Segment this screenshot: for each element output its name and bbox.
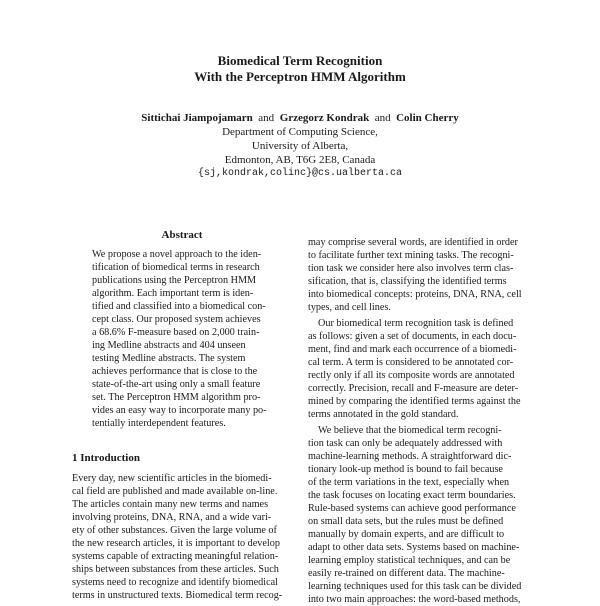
affiliation-city: Edmonton, AB, T6G 2E8, Canada: [224, 154, 376, 166]
intro-line: terms in unstructured texts. Biomedical term recog-: [72, 590, 283, 601]
body-line: into biomedical concepts: proteins, DNA, RNA, cell: [308, 289, 522, 300]
body-line: cal term. A term is considered to be annotated cor-: [308, 357, 514, 368]
body-line: adapt to other data sets. Systems based on machine-: [308, 542, 520, 553]
author-separator-2: and: [374, 112, 391, 124]
abstract-line: achieves performance that is close to the: [92, 366, 258, 377]
body-line: Our biomedical term recognition task is defined: [318, 318, 514, 329]
body-line: on small data sets, but the rules must be defined: [308, 516, 504, 527]
body-line: Rule-based systems can achieve good performance: [308, 503, 516, 514]
body-line: rectly only if all its composite words are annotated: [308, 370, 515, 381]
abstract-line: publications using the Perceptron HMM: [92, 275, 257, 286]
body-line: tion task we consider here also involves term clas-: [308, 263, 514, 274]
body-line: types, and cell lines.: [308, 302, 391, 313]
body-line: to facilitate further text mining tasks. The recogni-: [308, 250, 514, 261]
abstract-line: a 68.6% F-measure based on 2,000 train-: [92, 327, 260, 338]
abstract-line: state-of-the-art using only a small feature: [92, 379, 261, 390]
body-line: tionary look-up method is bound to fail because: [308, 464, 503, 475]
body-line: sification, that is, classifying the identified terms: [308, 276, 507, 287]
author-3: Colin Cherry: [396, 112, 459, 124]
abstract-line: tentially interdependent features.: [92, 418, 226, 429]
affiliation-university: University of Alberta,: [251, 140, 349, 152]
intro-line: Every day, new scientific articles in the biomedi-: [72, 473, 272, 484]
intro-line: ety of other substances. Given the large volume of: [72, 525, 277, 536]
abstract-heading: Abstract: [161, 229, 203, 241]
section-heading-introduction: 1 Introduction: [72, 452, 140, 464]
author-list: [0, 111, 600, 125]
abstract-line: algorithm. Each important term is iden-: [92, 288, 254, 299]
affiliation-email: {sj,kondrak,colinc}@cs.ualberta.ca: [197, 168, 403, 179]
affiliation-department: Department of Computing Science,: [222, 126, 378, 138]
body-line: into two main approaches: the word-based methods,: [308, 594, 521, 605]
abstract-line: cept class. Our proposed system achieves: [92, 314, 261, 325]
intro-line: the new research articles, it is important to develop: [72, 538, 280, 549]
body-line: ment, find and mark each occurrence of a biomedi-: [308, 344, 517, 355]
abstract-line: We propose a novel approach to the iden-: [92, 249, 262, 260]
body-line: tion task can only be adequately addressed with: [308, 438, 503, 449]
intro-line: systems capable of extracting meaningful relation-: [72, 551, 279, 562]
abstract-line: testing Medline abstracts. The system: [92, 353, 246, 364]
abstract-line: set. The Perceptron HMM algorithm pro-: [92, 392, 261, 403]
intro-line: The articles contain many new terms and names: [72, 499, 269, 510]
body-line: correctly. Precision, recall and F-measure are deter-: [308, 383, 519, 394]
intro-line: cal field are published and made available on-line.: [72, 486, 278, 497]
body-line: the task focuses on locating exact term boundaries.: [308, 490, 516, 501]
abstract-line: tification of biomedical terms in research: [92, 262, 260, 273]
abstract-line: tified and classified into a biomedical con-: [92, 301, 266, 312]
body-line: manually by domain experts, and are difficult to: [308, 529, 505, 540]
author-separator-1: and: [258, 112, 275, 124]
body-line: learning techniques used for this task can be divided: [308, 581, 522, 592]
body-line: machine-learning methods. A straightforward dic-: [308, 451, 512, 462]
paper-title-line-2: With the Perceptron HMM Algorithm: [194, 69, 406, 84]
body-line: as follows: given a set of documents, in each docu-: [308, 331, 517, 342]
intro-line: ships between substances from these articles. Such: [72, 564, 279, 575]
author-1: Sittichai Jiampojamarn: [141, 112, 253, 124]
body-line: mined by comparing the identified terms against the: [308, 396, 521, 407]
paper-title-line-1: Biomedical Term Recognition: [217, 53, 383, 68]
author-2: Grzegorz Kondrak: [279, 112, 370, 124]
abstract-line: vides an easy way to incorporate many po-: [92, 405, 267, 416]
intro-line: involving proteins, DNA, RNA, and a wide vari-: [72, 512, 272, 523]
body-line: We believe that the biomedical term recogni-: [318, 425, 502, 436]
body-line: easily re-trained on different data. The machine-: [308, 568, 505, 579]
body-line: terms annotated in the gold standard.: [308, 409, 459, 420]
body-line: learning employ statistical techniques, and can be: [308, 555, 511, 566]
abstract-line: ing Medline abstracts and 404 unseen: [92, 340, 246, 351]
body-line: may comprise several words, are identified in order: [308, 237, 518, 248]
intro-line: systems need to recognize and identify biomedical: [72, 577, 278, 588]
body-line: of the term variations in the text, especially when: [308, 477, 510, 488]
